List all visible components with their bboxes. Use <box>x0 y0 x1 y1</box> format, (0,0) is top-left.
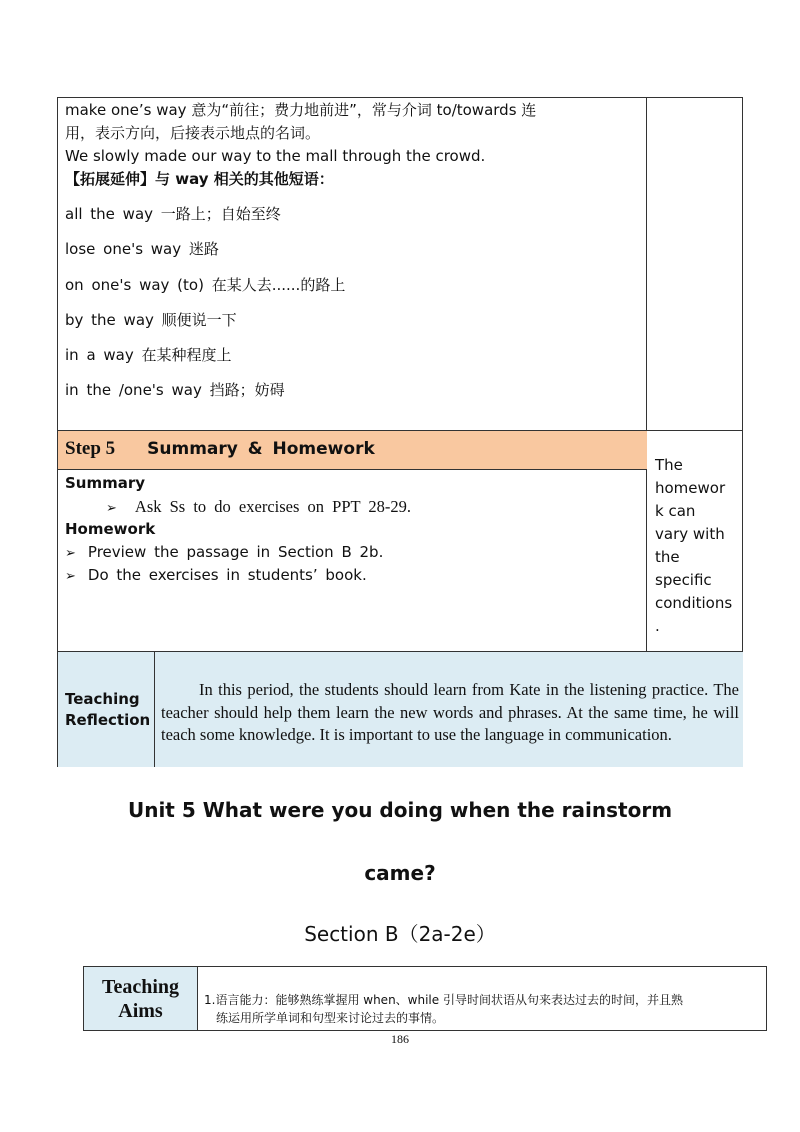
side-note-line: vary with <box>655 525 725 543</box>
homework-item <box>65 541 383 565</box>
side-note-line: homewor <box>655 479 726 497</box>
step-name: Summary & Homework <box>147 439 375 459</box>
step-header <box>58 430 647 470</box>
side-note-line: conditions <box>655 594 733 612</box>
side-note-line: The <box>655 456 683 474</box>
summary-label: Summary <box>65 474 146 492</box>
phrase-item: in the /one's way 挡路；妨碍 <box>65 381 285 399</box>
phrase-item: lose one's way 迷路 <box>65 240 219 258</box>
step-number: Step 5 <box>65 438 116 459</box>
side-note-line: . <box>655 617 660 635</box>
extension-heading: 【拓展延伸】与 way 相关的其他短语： <box>65 170 334 188</box>
arrowhead-bullet-icon: ➢ <box>65 546 76 561</box>
arrowhead-bullet-icon: ➢ <box>65 569 76 584</box>
side-note-line: k can <box>655 502 696 520</box>
lesson-table <box>57 97 743 767</box>
page-number: 186 <box>391 1032 409 1046</box>
summary-item-text: Ask Ss to do exercises on PPT 28-29. <box>134 497 412 516</box>
phrase-item: by the way 顺便说一下 <box>65 311 237 329</box>
side-note-line: the <box>655 548 680 566</box>
unit-title: Unit 5 What were you doing when the rainstorm <box>127 798 673 822</box>
teaching-aims-table <box>83 966 767 1031</box>
section-title: Section B（2a-2e） <box>304 922 496 946</box>
aim-line: 练运用所学单词和句型来讨论过去的事情。 <box>216 1011 445 1025</box>
summary-item <box>106 495 411 520</box>
homework-item <box>65 564 367 588</box>
phrase-item: on one's way (to) 在某人去......的路上 <box>65 276 346 294</box>
reflection-label <box>65 689 150 731</box>
homework-item-text: Do the exercises in students’ book. <box>87 566 367 584</box>
side-note-line: specific <box>655 571 712 589</box>
example-sentence: We slowly made our way to the mall through the crowd. <box>65 147 486 165</box>
content-line: make one’s way 意为“前往；费力地前进”，常与介词 to/towards 连 <box>65 101 537 119</box>
homework-item-text: Preview the passage in Section B 2b. <box>87 543 384 561</box>
reflection-label-line: Reflection <box>65 711 151 729</box>
unit-title-continued: came? <box>364 861 436 885</box>
step-title <box>65 438 375 460</box>
aims-label-line: Teaching <box>101 976 180 998</box>
phrase-item: all the way 一路上；自始至终 <box>65 205 281 223</box>
table-row-divider <box>58 651 743 652</box>
homework-label: Homework <box>65 520 156 538</box>
teaching-aims-label <box>84 967 198 1030</box>
table-row-divider <box>646 430 743 431</box>
content-line: 用，表示方向，后接表示地点的名词。 <box>65 124 321 142</box>
table-column-divider <box>154 651 155 767</box>
reflection-text: In this period, the students should learn from Kate in the listening practice. The teacher should help them learn the new words and phrases. At the same time, he will teach some knowledge. It is important to use the language in communication. <box>161 680 739 744</box>
phrase-item: in a way 在某种程度上 <box>65 346 232 364</box>
reflection-label-line: Teaching <box>65 690 140 708</box>
table-column-divider <box>646 98 647 651</box>
arrowhead-bullet-icon: ➢ <box>106 501 117 516</box>
aim-line: 1.语言能力：能够熟练掌握用 when、while 引导时间状语从句来表达过去的时间，并且熟 <box>204 993 683 1007</box>
aims-label-line: Aims <box>118 1000 163 1022</box>
teaching-aims-text <box>204 991 760 1027</box>
side-note <box>655 454 739 638</box>
